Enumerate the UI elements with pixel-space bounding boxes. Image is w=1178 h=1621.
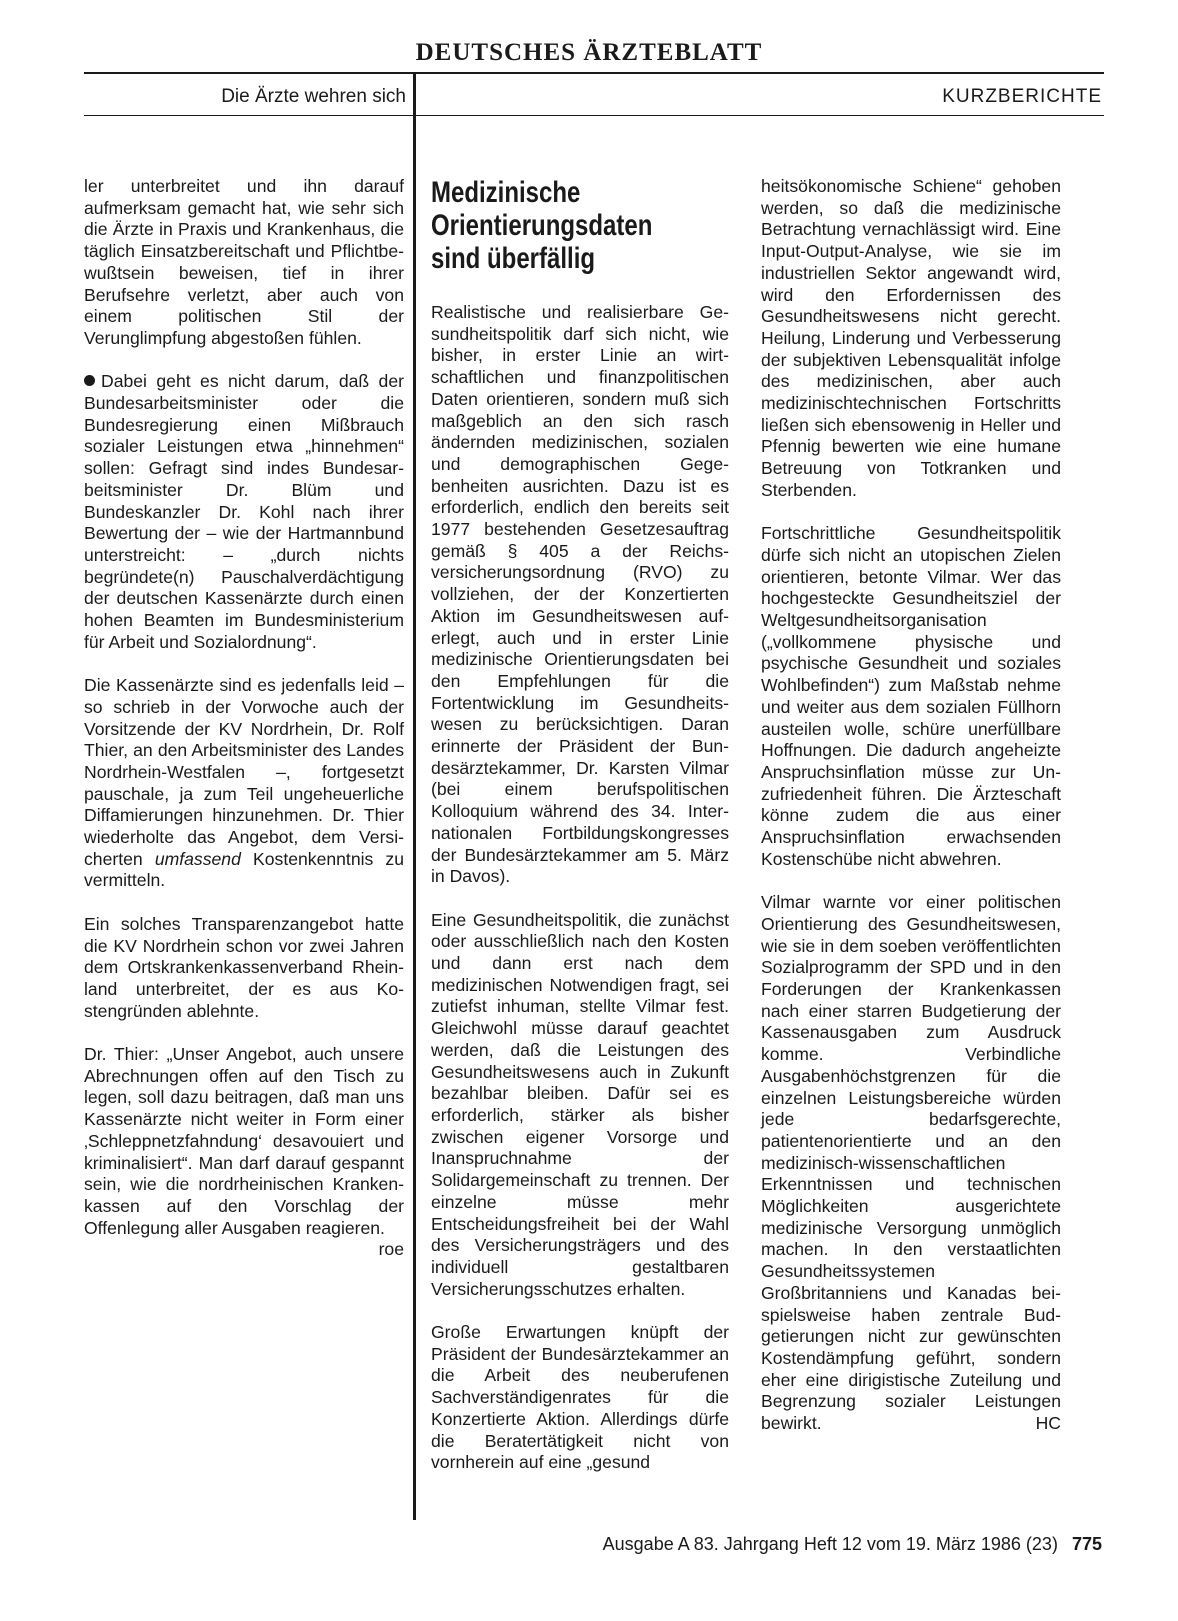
rubric-left: Die Ärzte wehren sich	[221, 86, 406, 107]
paragraph-text: Vilmar warnte vor einer politischen Orientierung des Gesundheitswesen, wie sie in dem soeben veröffentlichten Sozialprogramm der SPD und in den Forderungen der Krankenkassen nach einer starren Budgetierung der Kassenausgaben zum Ausdruck komme. Verbindliche Ausgabenhöchstgrenzen für die einzelnen Leistungsbereiche würden jede bedarfsgerechte, patientenorientierte und an den medizinisch-wissenschaftlichen Erkenntnissen und technischen Möglichkeiten ausgerichtete medizinische Versorgung unmöglich machen. In den verstaatlichten Gesundheitssystemen Großbritanniens und Kanadas beispielsweise haben zentrale Budgetierungen nicht zur gewünschten Kostendämpfung geführt, sondern eher eine dirigistische Zuteilung und Begrenzung sozialer Leistungen bewirkt.	[761, 892, 1061, 1434]
paragraph	[84, 1044, 404, 1260]
paragraph: Realistische und realisierbare Gesundheitspolitik darf sich nicht, wie bisher, in erster Linie an wirtschaftlichen und finanzpolitischen Daten orientieren, sondern muß sich maßgeblich an den sich rasch ändernden medizinischen, sozialen und demographischen Gegebenheiten ausrichten. Dazu ist es erforderlich, endlich den bereits seit 1977 bestehenden Gesetzesauftrag gemäß § 405 a der Reichsversicherungsordnung (RVO) zu vollziehen, der der Konzertierten Aktion im Gesundheitswesen auferlegt, auch und in erster Linie medizinische Orientierungsdaten bei den Empfehlungen für die Fortentwicklung im Gesundheitswesen zu berücksichtigen. Daran erinnerte der Präsident der Bundesärztekammer, Dr. Karsten Vilmar (bei einem berufspolitischen Kolloquium während des 34. Internationalen Fortbildungskongresses der Bundesärztekammer am 5. März in Davos).	[431, 302, 729, 887]
paragraph-text: Kostenkenntnis zu vermitteln.	[84, 848, 405, 891]
paragraph: ler unterbreitet und ihn darauf aufmerksam gemacht hat, wie sehr sich die Ärzte in Praxis und Krankenhaus, die täglich Einsatzbereitschaft und Pflichtbewußtsein beweisen, tief in ihrer Berufsehre verletzt, aber auch von einem politischen Stil der Verunglimpfung abgestoßen fühlen.	[84, 176, 404, 348]
paragraph: Ein solches Transparenzangebot hatte die KV Nordrhein schon vor zwei Jahren dem Ortskrankenkassenverband Rheinland unterbreitet, der es aus Kostengründen ablehnte.	[84, 913, 404, 1021]
column-right	[761, 176, 1061, 1456]
rubric-rule-left	[84, 115, 413, 116]
bullet-icon	[84, 375, 95, 386]
rubric-right: KURZBERICHTE	[942, 86, 1102, 107]
paragraph-text: Die Kassenärzte sind es jedenfalls leid – so schrieb in der Vorwoche auch der Vorsitzende der KV Nordrhein, Dr. Rolf Thier, an den Arbeitsminister des Landes Nordrhein-Westfalen –, fortgesetzt pauschale, ja zum Teil ungeheuerliche Diffamierungen hinzunehmen. Dr. Thier wiederholte das Angebot, dem Versicherten	[84, 675, 404, 869]
paragraph: heitsökonomische Schiene“ gehoben werden, so daß die medizinische Betrachtung vernachlässigt wird. Eine Input-Output-Analyse, wie sie im industriellen Sektor angewandt wird, wird den Erfordernissen des Gesundheitswesens nicht gerecht. Heilung, Linderung und Verbesserung der subjektiven Lebensqualität infolge des medizinischen, aber auch medizinischtechnischen Fortschritts ließen sich ebensowenig in Heller und Pfennig bewerten wie eine humane Betreuung von Totkranken und Sterbenden.	[761, 176, 1061, 500]
masthead-rule	[84, 72, 1104, 74]
author-signature: roe	[378, 1239, 404, 1260]
article-headline: Medizinische Orientierungsdaten sind überfällig	[431, 176, 653, 275]
masthead-title: DEUTSCHES ÄRZTEBLATT	[415, 39, 763, 66]
author-signature: HC	[1035, 1413, 1061, 1434]
page-footer	[603, 1535, 1102, 1553]
paragraph-bulleted	[84, 371, 404, 653]
column-divider	[413, 72, 416, 1520]
paragraph	[84, 675, 404, 892]
paragraph-text: Dabei geht es nicht darum, daß der Bundesarbeitsminister oder die Bundesregierung einen Mißbrauch sozialer Leistungen etwa „hinnehmen“ sollen: Gefragt sind indes Bundesarbeitsminister Dr. Blüm und Bundeskanzler Dr. Kohl nach ihrer Bewertung der – wie der Hartmannbund unterstreicht: – „durch nichts begründete(n) Pauschalverdächtigung der deutschen Kassenärzte durch einen hohen Beamten im Bundesministerium für Arbeit und Sozialordnung“.	[84, 371, 404, 652]
paragraph	[761, 892, 1061, 1435]
emphasis: umfassend	[154, 848, 241, 869]
paragraph: Große Erwartungen knüpft der Präsident der Bundesärztekammer an die Arbeit des neuberufenen Sachverständigenrates für die Konzertierte Aktion. Allerdings dürfe die Beratertätigkeit nicht von vornherein auf eine „gesund	[431, 1322, 729, 1473]
paragraph-text: Dr. Thier: „Unser Angebot, auch unsere Abrechnungen offen auf den Tisch zu legen, soll dazu beitragen, daß man uns Kassenärzte nicht weiter in Form einer ‚Schleppnetzfahndung‘ desavouiert und kriminalisiert“. Man darf darauf gespannt sein, wie die nordrheinischen Krankenkassen auf den Vorschlag der Offenlegung aller Ausgaben reagieren.	[84, 1044, 404, 1238]
issue-info: Ausgabe A 83. Jahrgang Heft 12 vom 19. März 1986 (23)	[602, 1534, 1058, 1554]
rubric-rule-right	[416, 115, 1104, 116]
page-number: 775	[1071, 1534, 1102, 1554]
column-middle	[431, 302, 729, 1496]
paragraph: Fortschrittliche Gesundheitspolitik dürfe sich nicht an utopischen Zielen orientieren, betonte Vilmar. Wer das hochgesteckte Gesundheitsziel der Weltgesundheitsorganisation („vollkommene physische und psychische Gesundheit und soziales Wohlbefinden“) zum Maßstab nehme und weiter aus dem sozialen Füllhorn austeilen wolle, schüre unerfüllbare Hoffnungen. Die dadurch angeheizte Anspruchsinflation müsse zur Unzufriedenheit führen. Die Ärzteschaft könne zudem die aus einer Anspruchsinflation erwachsenden Kostenschübe nicht abwehren.	[761, 523, 1061, 869]
column-left	[84, 176, 404, 1261]
paragraph: Eine Gesundheitspolitik, die zunächst oder ausschließlich nach den Kosten und dann erst nach dem medizinischen Notwendigen fragt, sei zutiefst inhuman, stellte Vilmar fest. Gleichwohl müsse darauf geachtet werden, daß die Leistungen des Gesundheitswesens auch in Zukunft bezahlbar bleiben. Dafür sei es erforderlich, stärker als bisher zwischen eigener Vorsorge und Inanspruchnahme der Solidargemeinschaft zu trennen. Der einzelne müsse mehr Entscheidungsfreiheit bei der Wahl des Versicherungsträgers und des individuell gestaltbaren Versicherungsschutzes erhalten.	[431, 909, 729, 1299]
